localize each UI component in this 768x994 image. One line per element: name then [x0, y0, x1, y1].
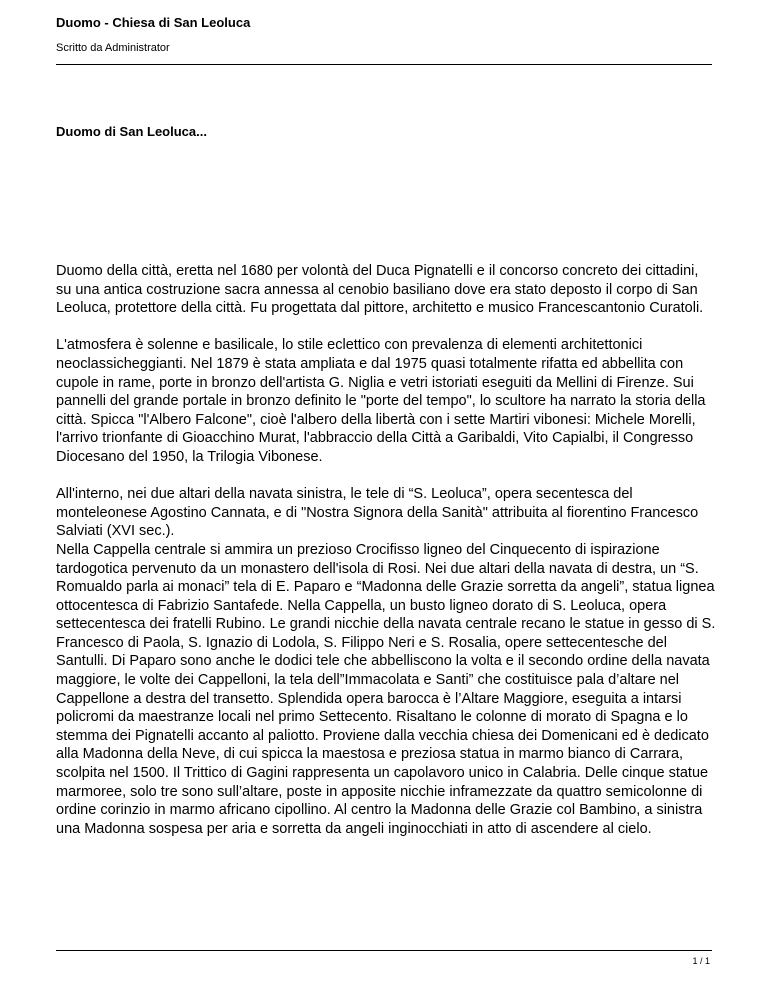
footer-divider: [56, 950, 712, 951]
document-author: Scritto da Administrator: [56, 42, 170, 54]
paragraph-left-nave: All'interno, nei due altari della navata sinistra, le tele di “S. Leoluca”, opera secentesca del monteleonese Agostino Cannata, e di "Nostra Signora della Sanità" attribuita al fiorentino Francesco Salviati (XVI sec.).: [56, 486, 699, 540]
header-divider: [56, 64, 712, 65]
page-header: [56, 14, 712, 55]
article-heading: Duomo di San Leoluca...: [56, 124, 207, 139]
paragraph-history: Duomo della città, eretta nel 1680 per volontà del Duca Pignatelli e il concorso concreto dei cittadini, su una antica costruzione sacra annessa al cenobio basiliano dove era stato deposto il corpo di San Leoluca, protettore della città. Fu progettata dal pittore, architetto e musico Francescantonio Curatoli.: [56, 263, 704, 317]
page-number: 1 / 1: [692, 956, 710, 966]
document-title: Duomo - Chiesa di San Leoluca: [56, 15, 251, 30]
paragraph-chapels: Nella Cappella centrale si ammira un prezioso Crocifisso ligneo del Cinquecento di ispirazione tardogotica pervenuto da un monastero dell'isola di Rosi. Nei due altari della navata di destra, un “S. Romualdo parla ai monaci” tela di E. Paparo e “Madonna delle Grazie sorretta da angeli”, statua lignea ottocentesca di Fabrizio Santafede. Nella Cappella, un busto ligneo dorato di S. Leoluca, opera settecentesca dei fratelli Rubino. Le grandi nicchie della navata centrale recano le statue in gesso di S. Francesco di Paola, S. Ignazio di Lodola, S. Filippo Neri e S. Rosalia, opere settecentesche del Santulli. Di Paparo sono anche le dodici tele che abbelliscono la volta e il secondo ordine della navata maggiore, le volte dei Cappelloni, la tela dell”Immacolata e Santi” che costituisce pala d’altare nel Cappellone a destra del transetto. Splendida opera barocca è l’Altare Maggiore, eseguita a intarsi policromi da maestranze locali nel primo Settecento. Risaltano le colonne di morato di Spagna e lo stemma dei Pignatelli accanto al paliotto. Proviene dalla vecchia chiesa dei Domenicani ed è dedicato alla Madonna della Neve, di cui spicca la maestosa e preziosa statua in marmo bianco di Carrara, scolpita nel 1500. Il Trittico di Gagini rappresenta un capolavoro unico in Calabria. Delle cinque statue marmoree, solo tre sono sull’altare, poste in apposite nicchie inframezzate da quattro semicolonne di ordine corinzio in marmo africano cipollino. Al centro la Madonna delle Grazie col Bambino, a sinistra una Madonna sospesa per aria e sorretta da angeli inginocchiati in atto di ascendere al cielo.: [56, 541, 716, 837]
paragraph-architecture: L'atmosfera è solenne e basilicale, lo stile eclettico con prevalenza di elementi architettonici neoclassicheggianti. Nel 1879 è stata ampliata e dal 1975 quasi totalmente rifatta ed abbellita con cupole in rame, porte in bronzo dell'artista G. Niglia e vetri istoriati eseguiti da Mellini di Firenze. Sui pannelli del grande portale in bronzo definito le "porte del tempo", lo scultore ha narrato la storia della città. Spicca "l'Albero Falcone", cioè l'albero della libertà con i sette Martiri vibonesi: Michele Morelli, l'arrivo trionfante di Gioacchino Murat, l'abbraccio della Città a Garibaldi, Vito Capialbi, il Congresso Diocesano del 1950, la Trilogia Vibonese.: [56, 337, 706, 465]
article-body: [56, 262, 716, 838]
